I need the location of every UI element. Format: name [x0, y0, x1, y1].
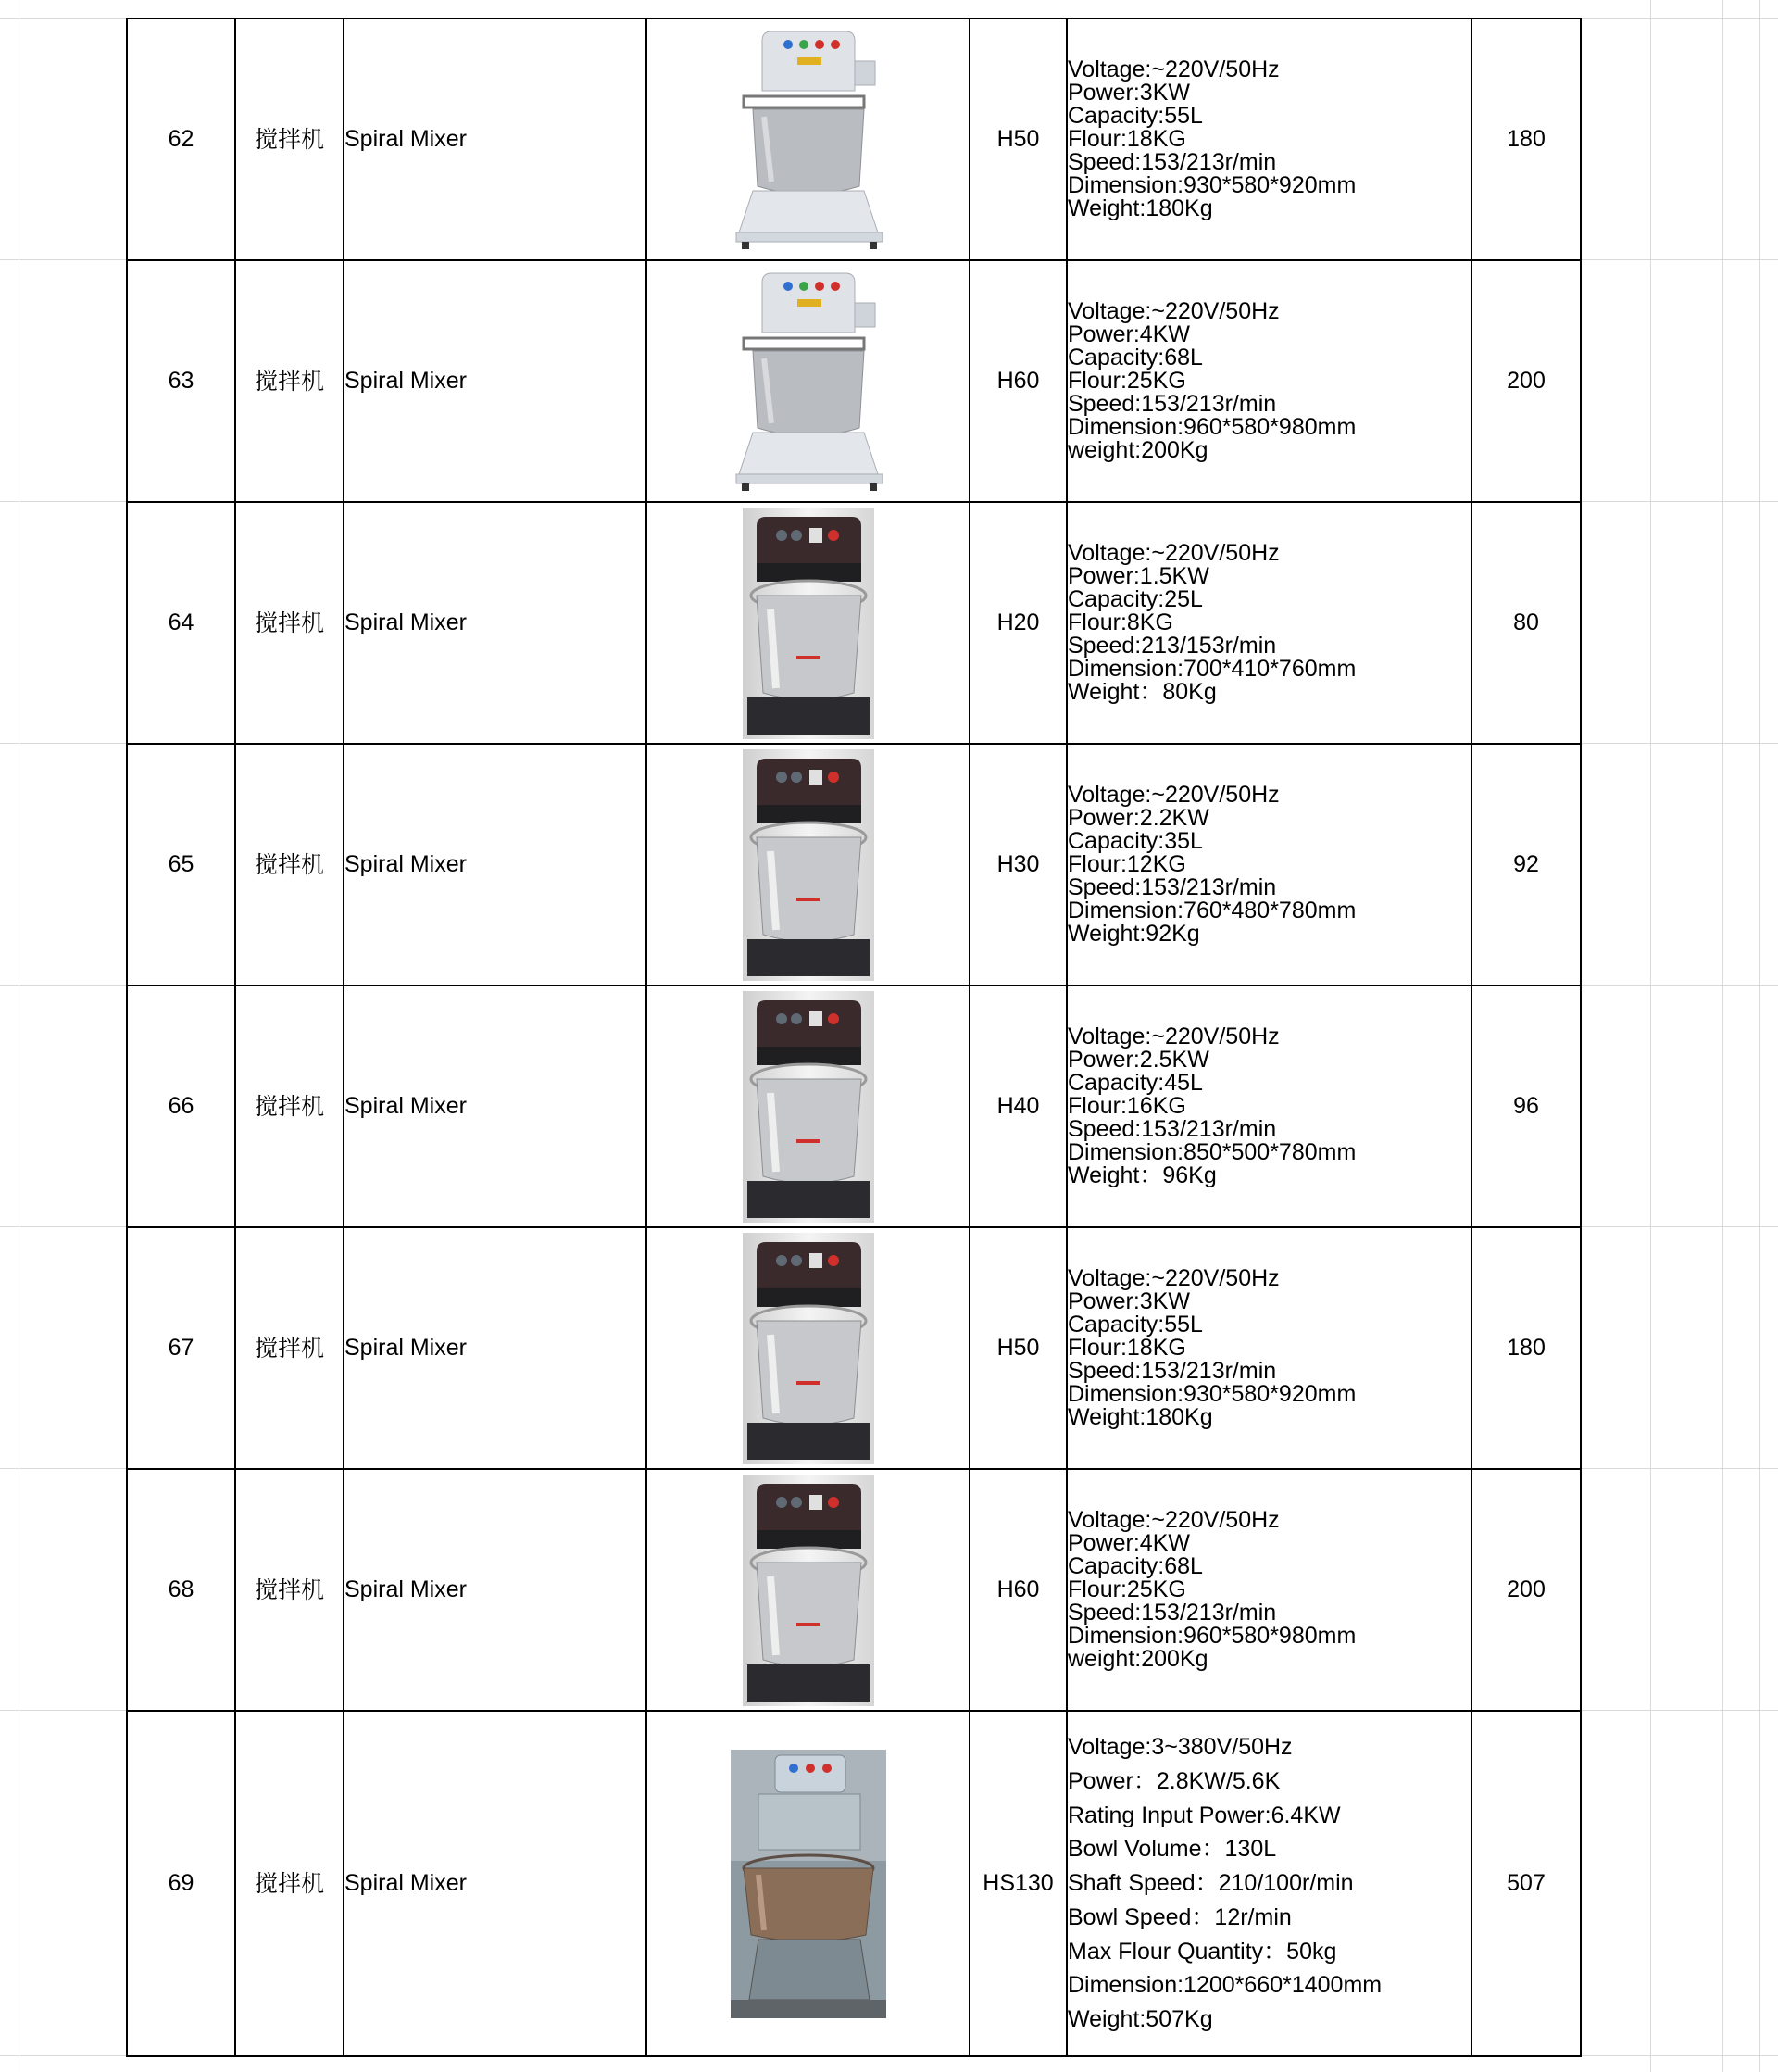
spec-line: Speed:153/213r/min [1068, 391, 1277, 417]
spec-line: Dimension:760*480*780mm [1068, 898, 1357, 923]
english-name-cell: Spiral Mixer [344, 1711, 646, 2056]
spec-line: Flour:12KG [1068, 851, 1186, 877]
product-image-cell [646, 502, 970, 744]
chinese-name-cell: 搅拌机 [235, 260, 344, 502]
spec-line: Power:2.2KW [1068, 805, 1209, 831]
spec-line: Weight:180Kg [1068, 195, 1213, 221]
model-cell: H40 [970, 986, 1067, 1227]
item-number-cell: 66 [127, 986, 235, 1227]
chinese-name-cell: 搅拌机 [235, 502, 344, 744]
table-row [127, 502, 1581, 744]
product-image-cell [646, 1227, 970, 1469]
table-row [127, 260, 1581, 502]
specification-cell [1067, 1227, 1471, 1469]
spec-line: Capacity:55L [1068, 103, 1203, 129]
spec-line: Speed:153/213r/min [1068, 149, 1277, 175]
spec-line: Dimension:960*580*980mm [1068, 414, 1357, 440]
specification-cell [1067, 986, 1471, 1227]
spec-line: Dimension:930*580*920mm [1068, 172, 1357, 198]
product-image-cell [646, 19, 970, 260]
item-number-cell: 67 [127, 1227, 235, 1469]
chinese-name-cell: 搅拌机 [235, 986, 344, 1227]
weight-cell: 180 [1471, 19, 1581, 260]
spec-line: Bowl Speed：12r/min [1068, 1903, 1292, 1930]
chinese-name-cell: 搅拌机 [235, 19, 344, 260]
weight-cell: 180 [1471, 1227, 1581, 1469]
english-name-cell: Spiral Mixer [344, 502, 646, 744]
spec-line: Capacity:45L [1068, 1070, 1203, 1096]
spec-line: Dimension:930*580*920mm [1068, 1381, 1357, 1407]
white-spiral-mixer-photo [716, 266, 901, 497]
specification-cell [1067, 1469, 1471, 1711]
spec-line: Voltage:~220V/50Hz [1068, 1023, 1280, 1049]
spec-line: Weight:92Kg [1068, 921, 1200, 947]
black-spiral-mixer-photo [743, 991, 874, 1223]
spec-line: Speed:153/213r/min [1068, 874, 1277, 900]
spec-line: Speed:153/213r/min [1068, 1358, 1277, 1384]
spec-line: weight:200Kg [1068, 437, 1208, 463]
spec-line: Dimension:850*500*780mm [1068, 1139, 1357, 1165]
spec-line: Capacity:68L [1068, 345, 1203, 370]
spec-line: Weight：80Kg [1068, 679, 1217, 705]
table-row [127, 744, 1581, 986]
english-name-cell: Spiral Mixer [344, 1227, 646, 1469]
spec-line: Max Flour Quantity：50kg [1068, 1938, 1337, 1965]
model-cell: H60 [970, 1469, 1067, 1711]
spec-line: Bowl Volume：130L [1068, 1836, 1277, 1863]
black-spiral-mixer-photo [743, 508, 874, 739]
model-cell: HS130 [970, 1711, 1067, 2056]
chinese-name-cell: 搅拌机 [235, 1469, 344, 1711]
specification-cell [1067, 19, 1471, 260]
black-spiral-mixer-photo [743, 1475, 874, 1706]
spec-line: Voltage:3~380V/50Hz [1068, 1733, 1293, 1760]
spec-line: Voltage:~220V/50Hz [1068, 57, 1280, 82]
weight-cell: 200 [1471, 260, 1581, 502]
product-image-cell [646, 1711, 970, 2056]
weight-cell: 96 [1471, 986, 1581, 1227]
product-image-cell [646, 1469, 970, 1711]
spec-line: Flour:18KG [1068, 1335, 1186, 1361]
english-name-cell: Spiral Mixer [344, 744, 646, 986]
spec-line: Flour:18KG [1068, 126, 1186, 152]
item-number-cell: 68 [127, 1469, 235, 1711]
spec-line: Speed:153/213r/min [1068, 1116, 1277, 1142]
weight-cell: 200 [1471, 1469, 1581, 1711]
spec-line: Rating Input Power:6.4KW [1068, 1802, 1341, 1828]
spec-line: Weight：96Kg [1068, 1162, 1217, 1188]
specification-cell [1067, 1711, 1471, 2056]
model-cell: H50 [970, 1227, 1067, 1469]
table-row [127, 19, 1581, 260]
spec-line: Voltage:~220V/50Hz [1068, 540, 1280, 566]
table-row [127, 1227, 1581, 1469]
spec-line: weight:200Kg [1068, 1646, 1208, 1672]
spec-line: Power:4KW [1068, 321, 1190, 347]
chinese-name-cell: 搅拌机 [235, 1227, 344, 1469]
english-name-cell: Spiral Mixer [344, 260, 646, 502]
industrial-spiral-mixer-photo [731, 1750, 886, 2018]
specification-cell [1067, 260, 1471, 502]
chinese-name-cell: 搅拌机 [235, 1711, 344, 2056]
product-catalog-table [126, 18, 1582, 2057]
spec-line: Dimension:700*410*760mm [1068, 656, 1357, 682]
spec-line: Dimension:960*580*980mm [1068, 1623, 1357, 1649]
item-number-cell: 65 [127, 744, 235, 986]
spec-line: Power:3KW [1068, 80, 1190, 106]
spec-line: Capacity:35L [1068, 828, 1203, 854]
item-number-cell: 63 [127, 260, 235, 502]
english-name-cell: Spiral Mixer [344, 19, 646, 260]
model-cell: H30 [970, 744, 1067, 986]
item-number-cell: 64 [127, 502, 235, 744]
spec-line: Weight:180Kg [1068, 1404, 1213, 1430]
specification-cell [1067, 744, 1471, 986]
product-image-cell [646, 260, 970, 502]
spec-line: Voltage:~220V/50Hz [1068, 782, 1280, 808]
spec-line: Flour:25KG [1068, 1576, 1186, 1602]
black-spiral-mixer-photo [743, 749, 874, 981]
item-number-cell: 69 [127, 1711, 235, 2056]
white-spiral-mixer-photo [716, 24, 901, 256]
table-row [127, 986, 1581, 1227]
spec-line: Power:2.5KW [1068, 1047, 1209, 1073]
spec-line: Flour:16KG [1068, 1093, 1186, 1119]
spec-line: Capacity:55L [1068, 1312, 1203, 1337]
spec-line: Dimension:1200*660*1400mm [1068, 1972, 1383, 1999]
spec-line: Power:4KW [1068, 1530, 1190, 1556]
weight-cell: 92 [1471, 744, 1581, 986]
spec-line: Flour:8KG [1068, 609, 1173, 635]
item-number-cell: 62 [127, 19, 235, 260]
table-row [127, 1469, 1581, 1711]
product-image-cell [646, 986, 970, 1227]
spec-line: Voltage:~220V/50Hz [1068, 1507, 1280, 1533]
spec-line: Weight:507Kg [1068, 2006, 1213, 2033]
spec-line: Power：2.8KW/5.6K [1068, 1767, 1281, 1794]
english-name-cell: Spiral Mixer [344, 986, 646, 1227]
spec-line: Capacity:25L [1068, 586, 1203, 612]
weight-cell: 80 [1471, 502, 1581, 744]
spec-line: Speed:153/213r/min [1068, 1600, 1277, 1626]
table-row [127, 1711, 1581, 2056]
spec-line: Flour:25KG [1068, 368, 1186, 394]
spec-line: Power:3KW [1068, 1288, 1190, 1314]
spec-line: Power:1.5KW [1068, 563, 1209, 589]
specification-cell [1067, 502, 1471, 744]
black-spiral-mixer-photo [743, 1233, 874, 1464]
model-cell: H50 [970, 19, 1067, 260]
spec-line: Voltage:~220V/50Hz [1068, 1265, 1280, 1291]
spec-line: Shaft Speed：210/100r/min [1068, 1870, 1354, 1897]
product-image-cell [646, 744, 970, 986]
spec-line: Speed:213/153r/min [1068, 633, 1277, 659]
english-name-cell: Spiral Mixer [344, 1469, 646, 1711]
model-cell: H20 [970, 502, 1067, 744]
spec-line: Capacity:68L [1068, 1553, 1203, 1579]
chinese-name-cell: 搅拌机 [235, 744, 344, 986]
weight-cell: 507 [1471, 1711, 1581, 2056]
model-cell: H60 [970, 260, 1067, 502]
spec-line: Voltage:~220V/50Hz [1068, 298, 1280, 324]
